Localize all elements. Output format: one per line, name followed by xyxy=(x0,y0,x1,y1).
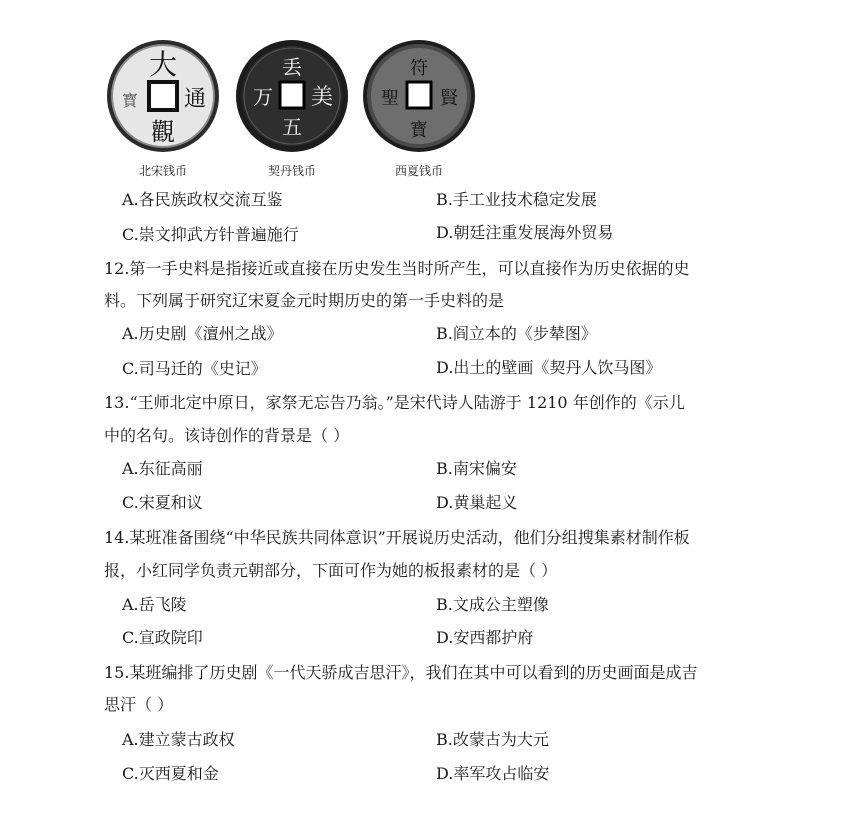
q15-option-b: B.改蒙古为大元 xyxy=(436,730,549,749)
coin-char: 賢 xyxy=(440,88,458,109)
q13-option-b: B.南宋偏安 xyxy=(436,459,517,478)
coin-char: 五 xyxy=(282,115,302,139)
coin-figure xyxy=(0,0,860,185)
coin-char: 丢 xyxy=(282,55,302,79)
coin-northern-song xyxy=(98,36,228,179)
coin-caption: 北宋钱币 xyxy=(138,164,187,178)
q15-stem-line1: 15.某班编排了历史剧《一代天骄成吉思汗》，我们在其中可以看到的历史画面是成吉 xyxy=(104,663,698,682)
coin-caption: 契丹钱币 xyxy=(267,164,316,178)
q11-option-a: A.各民族政权交流互鉴 xyxy=(122,190,283,209)
coin-char: 寳 xyxy=(410,120,428,141)
coin-caption: 西夏钱币 xyxy=(394,164,443,178)
q11-option-d: D.朝廷注重发展海外贸易 xyxy=(436,223,614,242)
coin-western-xia xyxy=(354,36,484,179)
coin-khitan xyxy=(227,36,357,179)
q15-option-d: D.率军攻占临安 xyxy=(436,764,550,783)
q15-option-a: A.建立蒙古政权 xyxy=(122,730,235,749)
coin-char: 聖 xyxy=(381,88,399,109)
q14-stem-line1: 14.某班准备围绕“中华民族共同体意识”开展说历史活动，他们分组搜集素材制作板 xyxy=(104,528,690,547)
q12-option-d: D.出土的壁画《契丹人饮马图》 xyxy=(436,358,662,377)
coin-char: 大 xyxy=(148,48,178,81)
q15-stem-line2: 思汗（ ） xyxy=(104,695,174,714)
q12-option-b: B.阎立本的《步辇图》 xyxy=(436,324,597,343)
coin-char: 符 xyxy=(410,58,428,79)
q12-stem-line2: 料。下列属于研究辽宋夏金元时期历史的第一手史料的是 xyxy=(104,291,505,310)
q13-option-a: A.东征高丽 xyxy=(122,459,203,478)
coin-char: 美 xyxy=(310,85,334,110)
q11-option-b: B.手工业技术稳定发展 xyxy=(436,190,597,209)
q13-option-d: D.黄巢起义 xyxy=(436,493,518,512)
q14-option-c: C.宣政院印 xyxy=(122,628,203,647)
q14-stem-line2: 报，小红同学负责元朝部分，下面可作为她的板报素材的是（ ） xyxy=(104,561,558,580)
coin-char: 万 xyxy=(253,85,273,109)
q12-option-c: C.司马迁的《史记》 xyxy=(122,359,267,378)
coin-char: 觀 xyxy=(151,118,175,146)
q11-option-c: C.崇文抑武方针普遍施行 xyxy=(122,225,299,244)
q15-option-c: C.灭西夏和金 xyxy=(122,764,219,783)
coin-image xyxy=(103,36,223,156)
q14-option-d: D.安西都护府 xyxy=(436,628,534,647)
q13-stem-line1: 13.“王师北定中原日，家祭无忘告乃翁。”是宋代诗人陆游于 1210 年创作的《示儿 xyxy=(104,393,685,412)
q14-option-b: B.文成公主塑像 xyxy=(436,595,549,614)
coin-image xyxy=(232,36,352,156)
q14-option-a: A.岳飞陵 xyxy=(122,595,187,614)
coin-char: 寳 xyxy=(121,91,139,110)
coin-char: 通 xyxy=(183,87,207,112)
q12-stem-line1: 12.第一手史料是指接近或直接在历史发生当时所产生，可以直接作为历史依据的史 xyxy=(104,259,690,278)
q12-option-a: A.历史剧《澶州之战》 xyxy=(122,324,283,343)
coin-image xyxy=(359,36,479,156)
q13-stem-line2: 中的名句。该诗创作的背景是（ ） xyxy=(104,426,350,445)
q13-option-c: C.宋夏和议 xyxy=(122,493,203,512)
